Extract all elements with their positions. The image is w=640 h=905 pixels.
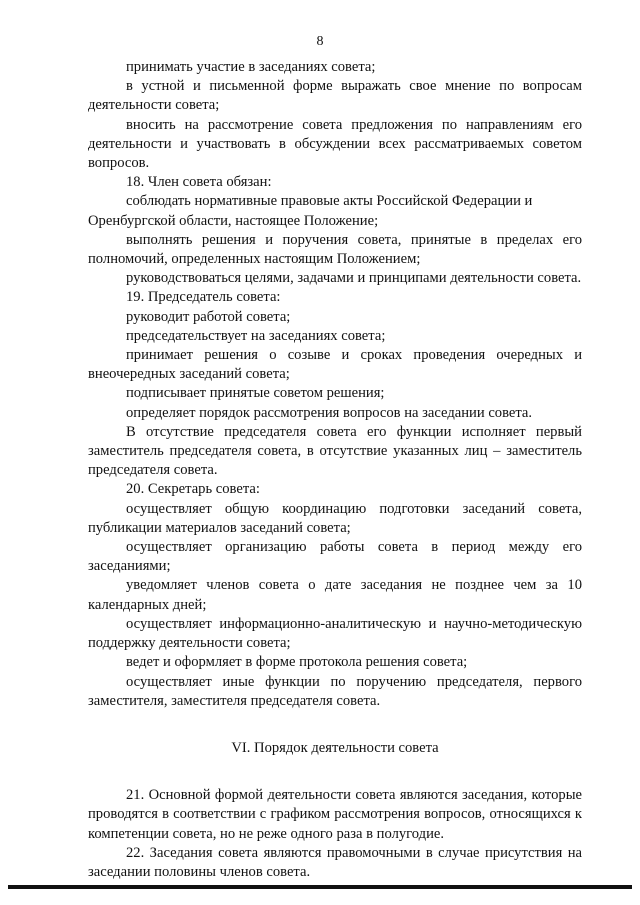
paragraph: 19. Председатель совета: — [126, 289, 281, 306]
paragraph: принимать участие в заседаниях совета; — [126, 59, 376, 75]
paragraph: осуществляет организацию работы совета в период между его заседаниями; — [88, 539, 582, 575]
document-body — [88, 58, 582, 882]
paragraph: руководствоваться целями, задачами и принципами деятельности совета. — [126, 270, 582, 287]
paragraph: соблюдать нормативные правовые акты Российской Федерации и — [126, 193, 533, 210]
paragraph: принимает решения о созыве и сроках проведения очередных и внеочередных заседаний совета; — [88, 347, 582, 383]
paragraph: Оренбургской области, настоящее Положение; — [88, 212, 379, 229]
page-number: 8 — [316, 34, 324, 49]
bottom-rule — [8, 885, 632, 889]
paragraph: определяет порядок рассмотрения вопросов на заседании совета. — [126, 404, 533, 421]
paragraph: 22. Заседания совета являются правомочными в случае присутствия на заседании половины членов совета. — [88, 844, 582, 880]
paragraph: осуществляет информационно-аналитическую и научно-методическую поддержку деятельности совета; — [88, 615, 582, 652]
paragraph: ведет и оформляет в форме протокола решения совета; — [126, 654, 468, 671]
paragraph: подписывает принятые советом решения; — [126, 385, 385, 402]
paragraph: уведомляет членов совета о дате заседания не позднее чем за 10 календарных дней; — [88, 577, 582, 613]
paragraph: осуществляет общую координацию подготовки заседаний совета, публикации материалов заседаний совета; — [88, 500, 582, 536]
paragraph: выполнять решения и поручения совета, принятые в пределах его полномочий, определенных настоящим Положением; — [88, 231, 582, 268]
paragraph: 21. Основной формой деятельности совета являются заседания, которые проводятся в соответствии с графиком рассмотрения вопросов, относящихся к компетенции совета, но не реже одного раза в полугодие. — [88, 787, 582, 842]
paragraph: осуществляет иные функции по поручению председателя, первого заместителя, заместителя председателя совета. — [88, 673, 582, 709]
section-heading: VI. Порядок деятельности совета — [231, 739, 439, 756]
paragraph: председательствует на заседаниях совета; — [126, 327, 386, 344]
paragraph: В отсутствие председателя совета его функции исполняет первый заместитель председателя совета, в отсутствие указанных лиц – заместитель председателя совета. — [88, 423, 582, 479]
paragraph: 18. Член совета обязан: — [126, 174, 272, 191]
paragraph: руководит работой совета; — [126, 308, 291, 325]
paragraph: 20. Секретарь совета: — [126, 481, 260, 498]
paragraph: вносить на рассмотрение совета предложения по направлениям его деятельности и участвовать в обсуждении всех рассматриваемых советом вопросов. — [88, 116, 582, 172]
paragraph: в устной и письменной форме выражать свое мнение по вопросам деятельности совета; — [88, 78, 582, 114]
